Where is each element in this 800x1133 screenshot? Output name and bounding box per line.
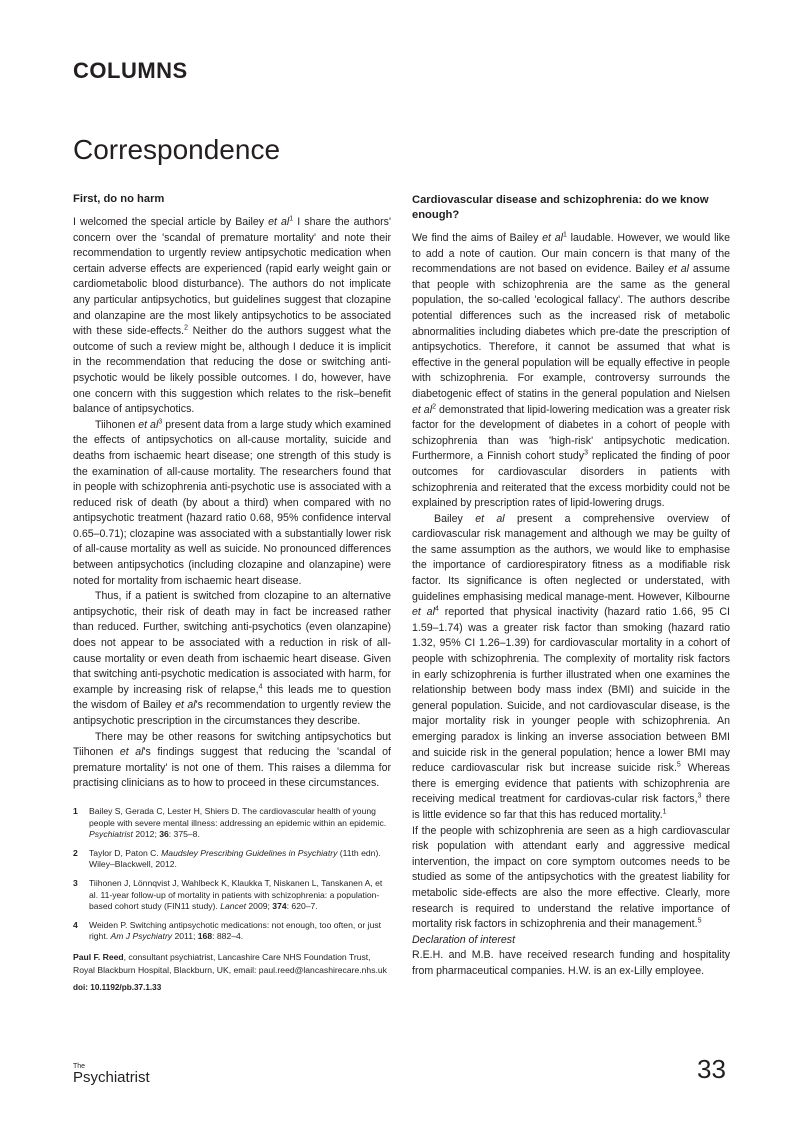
- citation[interactable]: 4: [258, 683, 263, 691]
- citation[interactable]: 3: [158, 418, 163, 426]
- paragraph: Thus, if a patient is switched from clozapine to an alternative antipsychotic, their risk of death may in fact be increased rather than reduced. Further, switching anti-psychotics (even olanzapine) does not appear to be associated with a reduction in risk of all-cause mortality or even death from ischaemic heart disease. Given that switching anti-psychotic medication is associated with harm, for example by increasing risk of relapse,$^4$ this leads me to question the wisdom of Bailey et al's recommendation to urgently review the antipsychotic prescription in the circumstances they describe.: [73, 590, 391, 727]
- reference-item: 4 Weiden P. Switching antipsychotic medications: not enough, too often, or just right. Am J Psychiatry 2011; 168: 882–4.: [73, 919, 382, 942]
- citation[interactable]: 5: [697, 917, 702, 925]
- letter-cardiovascular-disease: [412, 192, 730, 980]
- paragraph: If the people with schizophrenia are seen as a high cardiovascular risk population with attendant early and aggressive medical intervention, the impact on core symptom outcomes needs to be studied as some of the antipsychotics with the greatest liability for metabolic side-effects are also the more effective. Clearly, more research is required to understand the relative importance of mortality risk factors in schizophrenia and their management.$^5$: [412, 824, 730, 931]
- section-label: COLUMNS: [73, 58, 188, 83]
- citation[interactable]: 5: [676, 761, 681, 769]
- author-affiliation: Paul F. Reed, consultant psychiatrist, Lancashire Care NHS Foundation Trust, Royal Blackburn Hospital, Blackburn, UK, email: paul.reed@lancashirecare.nhs.uk: [73, 951, 387, 976]
- paragraph: We find the aims of Bailey et $al^1$ laudable. However, we would like to add a note of caution. Our main concern is that many of the recommendations are not based on evidence. Bailey et al assume that people with schizophrenia are the same as the general population, the so-called 'ecological fallacy'. The authors describe potential differences such as the increased risk of metabolic abnormalities including diabetes which pre-date the prescription of antipsychotics. Therefore, it cannot be assumed that what is effective in the general population will be equally effective in people with schizophrenia. For example, controversy surrounds the diabetogenic effect of statins in the general population and Nielsen et $al^2$ demonstrated that lipid-lowering medication was a greater risk factor for the development of diabetes in a cohort of people with schizophrenia than was 'high-risk' antipsychotic medication. Furthermore, a Finnish cohort study$^3$ replicated the finding of poor outcomes for cardiovascular disorders in patients with schizophrenia and reiterated that the excess morbidity could not be explained by prescription rates of lipid-lowering drugs.: [412, 231, 730, 510]
- citation[interactable]: 3: [584, 449, 588, 457]
- page-title: Correspondence: [73, 134, 281, 165]
- doi[interactable]: doi: 10.1192/pb.37.1.33: [73, 982, 162, 992]
- citation[interactable]: 2: [184, 324, 188, 332]
- letter-first-do-no-harm: [73, 192, 391, 996]
- logo-name: Psychiatrist: [73, 1069, 150, 1086]
- page-number: 33: [697, 1054, 726, 1084]
- letter-heading: First, do no harm: [73, 193, 165, 205]
- declaration-heading: Declaration of interest: [412, 933, 516, 946]
- letter-heading: Cardiovascular disease and schizophrenia: do we know enough?: [412, 194, 709, 221]
- reference-list: [73, 806, 391, 943]
- citation[interactable]: 4: [434, 605, 439, 613]
- reference-item: 1 Bailey S, Gerada C, Lester H, Shiers D. The cardiovascular health of young people with severe mental illness: addressing an epidemic within an epidemic. Psychiatrist 2012; 36: 375–8.: [73, 805, 387, 840]
- citation[interactable]: 1: [662, 808, 667, 816]
- citation[interactable]: 1: [289, 215, 294, 223]
- journal-logo: [73, 1063, 150, 1086]
- paragraph: Bailey et al present a comprehensive overview of cardiovascular risk management and although we may be guilty of the same assumption as the authors, we would like to emphasise the importance of cardiorespiratory fitness as a modifiable risk factor. Its significance is often neglected or understated, with guidelines emphasising medical manage-ment. However, Kilbourne et $al^4$ reported that physical inactivity (hazard ratio 1.66, 95 CI 1.59–1.74) was a greater risk factor than smoking (hazard ratio 1.32, 95% CI 1.26–1.39) for cardiovascular mortality in a cohort of people with schizophrenia. The complexity of mortality risk factors in early schizophrenia is further illustrated when one examines the relationship between body mass index (BMI) and suicide in the general population. Suicide, and not cardiovascular disease, is the major mortality risk in younger people with schizophrenia. An emerging paradox is linking an inverse association between BMI and suicide risk in the general population; hence a lower BMI may reduce cardiovascular risk but increase suicide risk.$^5$ Whereas there is emerging evidence that patients with schizophrenia are receiving medical treatment for cardiovas-cular risk factors,$^3$ there is little evidence so far that this has reduced mortality.$^1$: [412, 512, 731, 821]
- paragraph: Tiihonen et $al^3$ present data from a large study which examined the effects of antipsychotics on all-cause mortality, suicide and deaths from ischaemic heart disease; one strength of this study is the examination of all-cause mortality. The researchers found that in people with schizophrenia anti-psychotic use is associated with a reduced risk of death (by about a third) when compared with no antipsychotic treatment (hazard ratio 0.68, 95% confidence interval 0.65–0.71); clozapine was associated with a substantially lower risk of all-cause mortality as well as suicide. No pronounced differences between antipsychotics (including clozapine and olanzapine) were noted for mortality from ischaemic heart disease.: [73, 418, 392, 587]
- logo-the: The: [73, 1063, 86, 1070]
- paragraph: I welcomed the special article by Bailey et $al^1$ I share the authors' concern over the 'scandal of premature mortality' and note their recommendation to urgently review antipsychotic medication when certain adverse effects are experienced (rapid early weight gain or cardiometabolic blood disturbance). The authors do not implicate any particular antipsychotics, but guidelines suggest that clozapine and olanzapine are the most likely antipsychotics to be associated with these side-effects.$^2$ Neither do the authors suggest what the outcome of such a review might be, although I deduce it is implicit in the recommendation that reducing the dose or switching anti-psychotic would be likely possible outcomes. I do, however, have one concern with this suggestion which relates to the risk–benefit balance of antipsychotics.: [73, 215, 392, 416]
- citation[interactable]: 3: [697, 792, 702, 800]
- paragraph: There may be other reasons for switching antipsychotics but Tiihonen et al's findings suggest that reducing the 'scandal of premature mortality' is not one of them. This raises a dilemma for practising clinicians as to how to proceed in these circumstances.: [73, 730, 391, 790]
- citation[interactable]: 2: [432, 403, 436, 410]
- citation[interactable]: 1: [562, 231, 567, 239]
- reference-item: 3 Tiihonen J, Lönnqvist J, Wahlbeck K, Klaukka T, Niskanen L, Tanskanen A, et al. 11-year follow-up of mortality in patients with schizophrenia: a population-based cohort study (FIN11 study). Lancet 2009; 374: 620–7.: [73, 877, 383, 912]
- reference-item: 2 Taylor D, Paton C. Maudsley Prescribing Guidelines in Psychiatry (11th edn). Wiley–Blackwell, 2012.: [73, 847, 381, 870]
- declaration-text: R.E.H. and M.B. have received research funding and hospitality from pharmaceutical companies. H.W. is an ex-Lilly employee.: [412, 949, 730, 977]
